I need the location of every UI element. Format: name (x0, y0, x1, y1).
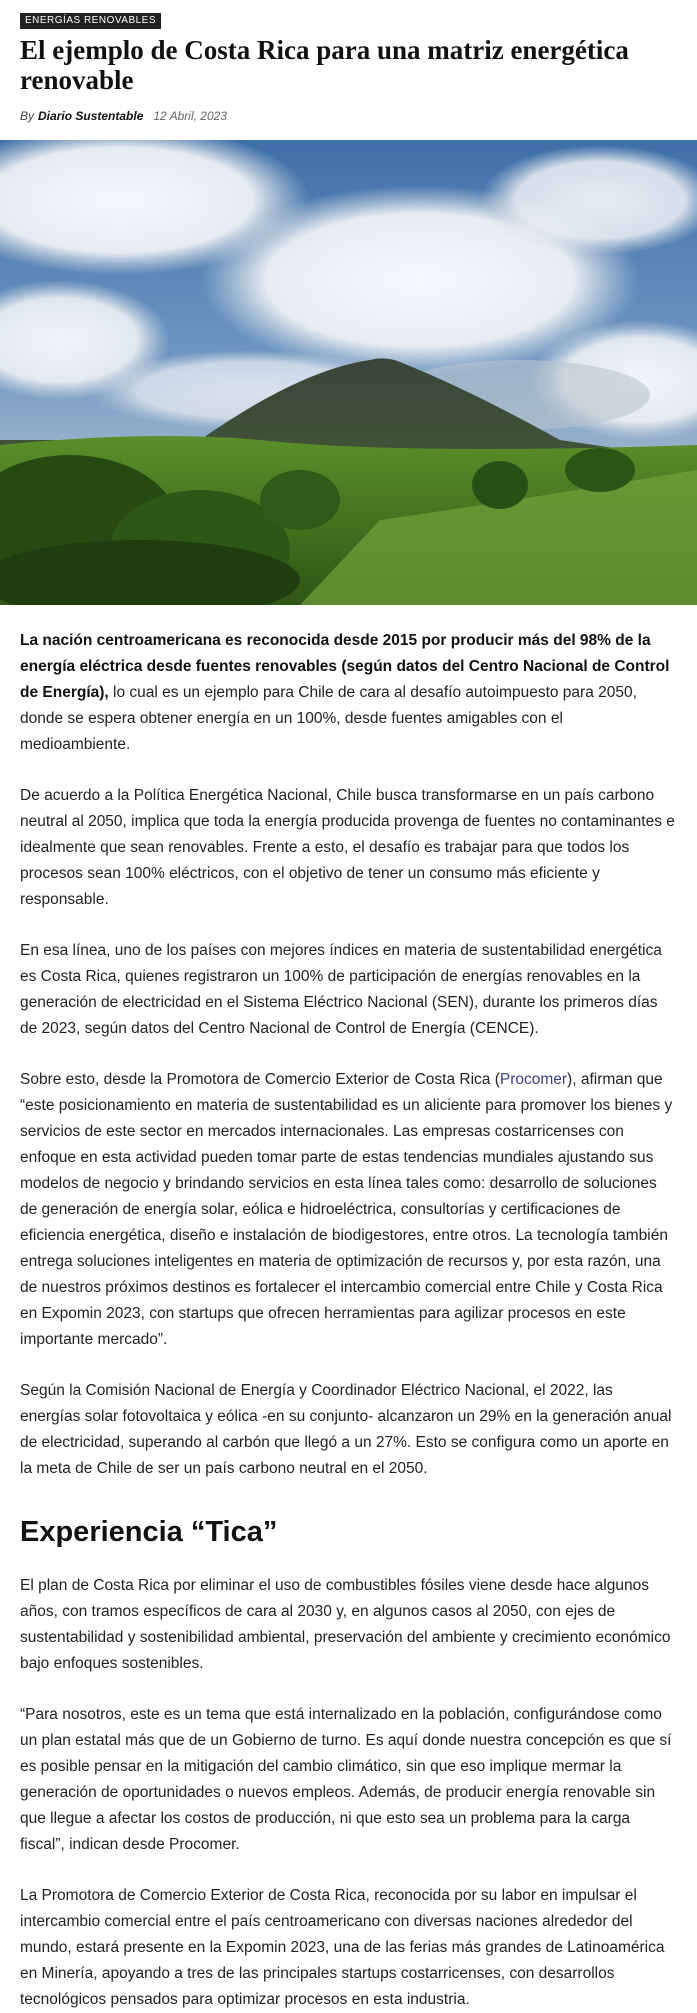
paragraph: En esa línea, uno de los países con mejores índices en materia de sustentabilidad energética es Costa Rica, quienes registraron un 100% de participación de energías renovables en la generación de electricidad en el Sistema Eléctrico Nacional (SEN), durante los primeros días de 2023, según datos del Centro Nacional de Control de Energía (CENCE). (20, 942, 662, 1037)
lead-text: lo cual es un ejemplo para Chile de cara al desafío autoimpuesto para 2050, donde se espera obtener energía en un 100%, desde fuentes amigables con el medioambiente. (20, 684, 637, 753)
procomer-link[interactable]: Procomer (499, 1071, 568, 1088)
article-meta (20, 109, 677, 123)
paragraph: “Para nosotros, este es un tema que está internalizado en la población, configurándose como un plan estatal más que de un Gobierno de turno. Es aquí donde nuestra concepción es que sí es posible pensar en la mitigación del cambio climático, sin que eso implique mermar la generación de oportunidades o nuevos empleos. Además, de producir energía renovable sin que llegue a afectar los costos de producción, ni que esto sea un problema para la carga fiscal”, indican desde Procomer. (20, 1706, 672, 1853)
paragraph: La Promotora de Comercio Exterior de Costa Rica, reconocida por su labor en impulsar el intercambio comercial entre el país centroamericano con diversas naciones alrededor del mundo, estará presente en la Expomin 2023, una de las ferias más grandes de Latinoamérica en Minería, apoyando a tres de las principales startups costarricenses, con desarrollos tecnológicos pensados para optimizar procesos en esta industria. (20, 1887, 665, 2008)
paragraph: El plan de Costa Rica por eliminar el uso de combustibles fósiles viene desde hace algunos años, con tramos específicos de cara al 2030 y, en algunos casos al 2050, con ejes de sustentabilidad y sostenibilidad ambiental, preservación del ambiente y crecimiento económico bajo enfoques sostenibles. (20, 1577, 671, 1672)
text-span: ), afirman que “este posicionamiento en materia de sustentabilidad es un aliciente para promover los bienes y servicios de este sector en mercados internacionales. Las empresas costarricenses con enfoque en esta actividad pueden tomar parte de estas tendencias mundiales ajustando sus modelos de negocio y brindando servicios en esta línea tales como: desarrollo de soluciones de generación de energía solar, eólica e hidroeléctrica, consultorías y certificaciones de eficiencia energética, diseño e instalación de biodigestores, entre otros. La tecnología también entrega soluciones inteligentes en materia de optimización de recursos y, por esta razón, una de nuestros próximos destinos es fortalecer el intercambio comercial entre Chile y Costa Rica en Expomin 2023, con startups que ofrecen herramientas para agilizar procesos en este importante mercado”. (20, 1071, 673, 1348)
lead-bold-text: La nación centroamericana es reconocida desde 2015 por producir más del 98% de la energía eléctrica desde fuentes renovables (según datos del Centro Nacional de Control de Energía), (20, 632, 670, 701)
article-header (0, 0, 697, 130)
paragraph (20, 628, 677, 758)
article-body (0, 605, 697, 2013)
hero-image (0, 140, 697, 605)
paragraph: De acuerdo a la Política Energética Nacional, Chile busca transformarse en un país carbono neutral al 2050, implica que toda la energía producida provenga de fuentes no contaminantes e idealmente que sean renovables. Frente a esto, el desafío es trabajar para que todos los procesos sean 100% eléctricos, con el objetivo de tener un consumo más eficiente y responsable. (20, 787, 675, 908)
category-badge[interactable]: ENERGÍAS RENOVABLES (20, 13, 161, 29)
text-span: Sobre esto, desde la Promotora de Comercio Exterior de Costa Rica ( (20, 1071, 500, 1088)
publish-date: 12 Abril, 2023 (153, 109, 227, 123)
by-label: By (20, 109, 35, 123)
article-title: El ejemplo de Costa Rica para una matriz energética renovable (20, 35, 629, 95)
paragraph: Según la Comisión Nacional de Energía y Coordinador Eléctrico Nacional, el 2022, las energías solar fotovoltaica y eólica -en su conjunto- alcanzaron un 29% en la generación anual de electricidad, superando al carbón que llegó a un 27%. Esto se configura como un aporte en la meta de Chile de ser un país carbono neutral en el 2050. (20, 1382, 672, 1477)
author-link[interactable]: Diario Sustentable (38, 109, 144, 123)
section-heading: Experiencia “Tica” (20, 1516, 278, 1548)
paragraph (20, 1067, 677, 1353)
